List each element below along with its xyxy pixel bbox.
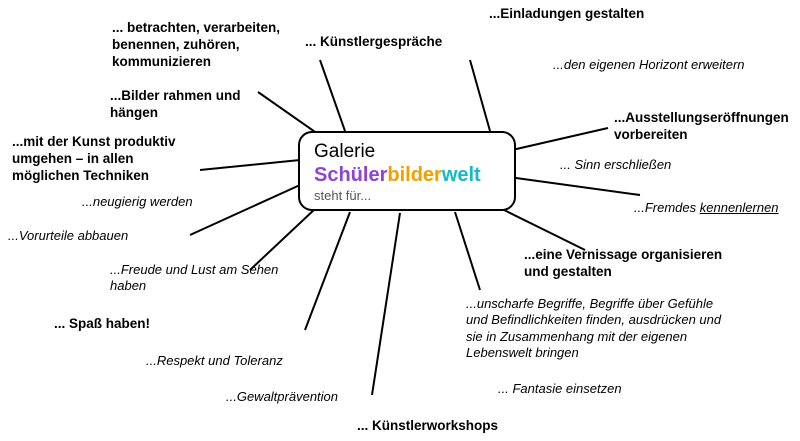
label-fremdes xyxy=(634,200,800,216)
label-kuenstlerworkshops: ... Künstlerworkshops xyxy=(357,418,499,433)
brand-part-2: bilder xyxy=(387,164,442,186)
center-line-3: steht für... xyxy=(314,188,372,203)
label-kuenstlergespraeche: ... Künstlergespräche xyxy=(305,34,443,49)
brand-part-1: Schüler xyxy=(314,164,388,186)
label-fremdes-underlined: kennenlernen xyxy=(699,200,779,215)
label-neugierig: ...neugierig werden xyxy=(82,194,193,209)
center-line-1: Galerie xyxy=(314,141,376,162)
label-ausstellungseroeffnungen: ...Ausstellungseröffnungen vorbereiten xyxy=(614,110,789,142)
label-sinn: ... Sinn erschließen xyxy=(560,157,672,172)
label-vernissage: ...eine Vernissage organisieren und gestalten xyxy=(524,247,723,279)
center-node xyxy=(298,131,516,211)
brand-part-3: welt xyxy=(441,164,481,186)
label-vorurteile: ...Vorurteile abbauen xyxy=(8,228,129,243)
label-fremdes-prefix: ...Fremdes xyxy=(634,200,700,215)
label-betrachten: ... betrachten, verarbeiten, benennen, zuhören, kommunizieren xyxy=(112,20,281,69)
label-respekt: ...Respekt und Toleranz xyxy=(146,353,283,368)
label-unscharfe: ...unscharfe Begriffe, Begriffe über Gefühle und Befindlichkeiten finden, ausdrücken und sie in Zusammenhang mit der eigenen Lebenswelt bringen xyxy=(466,296,722,360)
label-freude: ...Freude und Lust am Sehen haben xyxy=(110,262,279,294)
label-gewaltpraevention: ...Gewaltprävention xyxy=(226,389,339,404)
label-fantasie: ... Fantasie einsetzen xyxy=(498,381,622,396)
center-brand xyxy=(314,163,514,187)
label-spass: ... Spaß haben! xyxy=(54,316,151,331)
label-horizont: ...den eigenen Horizont erweitern xyxy=(553,57,745,72)
label-einladungen: ...Einladungen gestalten xyxy=(489,6,645,21)
label-bilder-rahmen: ...Bilder rahmen und hängen xyxy=(110,88,241,120)
label-kunst-produktiv: ...mit der Kunst produktiv umgehen – in allen möglichen Techniken xyxy=(12,134,176,183)
